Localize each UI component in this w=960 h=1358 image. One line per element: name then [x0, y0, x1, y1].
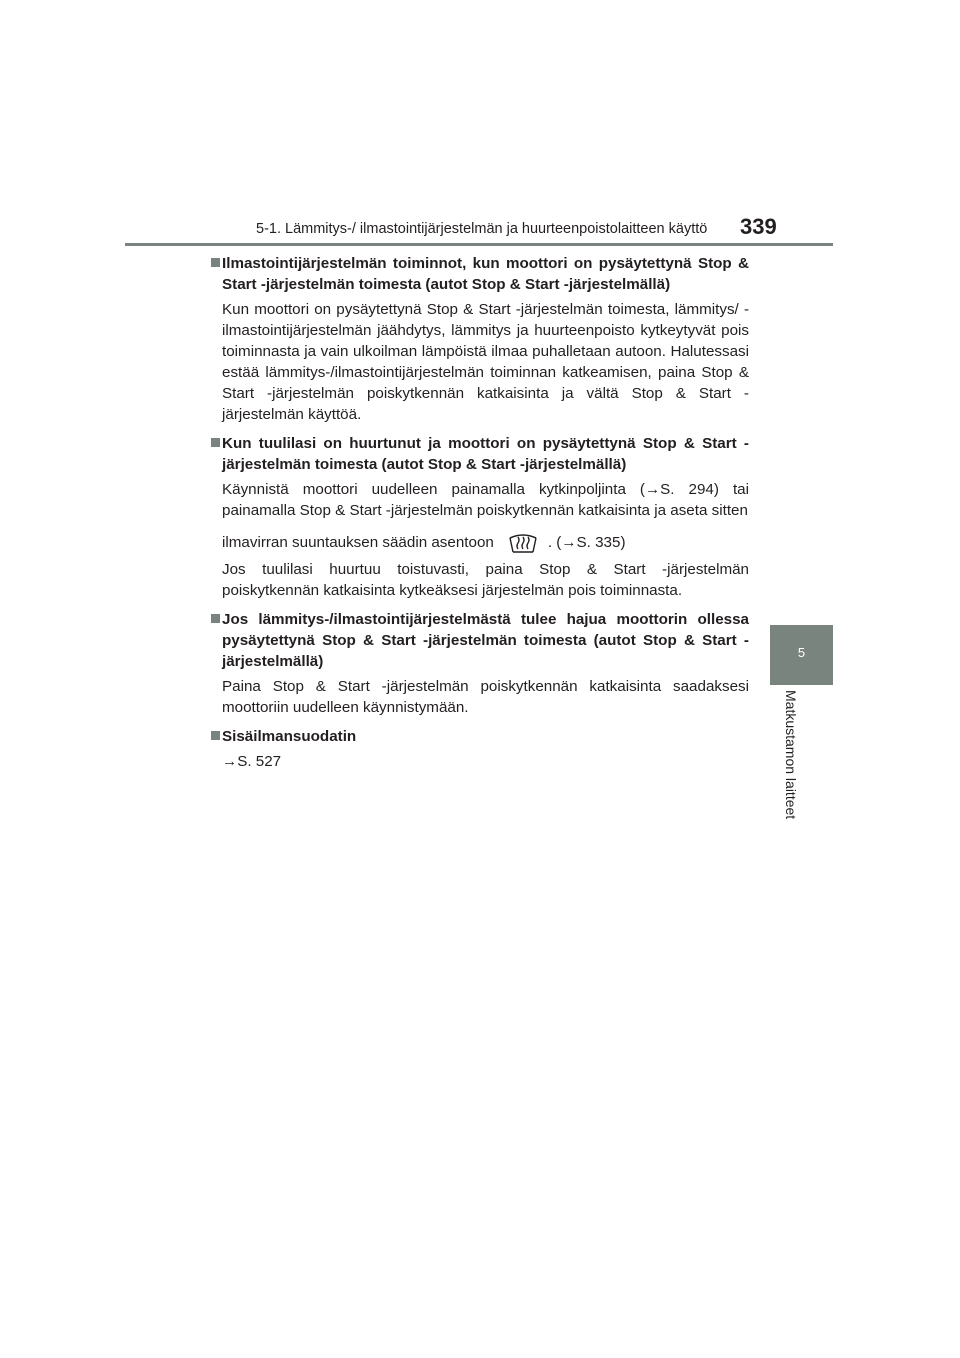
chapter-tab-number: 5 [797, 645, 806, 660]
section-body: Käynnistä moottori uudelleen painamalla kytkinpoljinta (→S. 294) tai painamalla Stop & Start -järjestelmän poiskytkennän katkaisinta ja aseta sitten [222, 481, 749, 519]
defrost-text-before: ilmavirran suuntauksen säädin asentoon [222, 534, 494, 551]
header-rule [125, 243, 833, 246]
square-bullet-icon [211, 258, 220, 267]
section-title [211, 726, 749, 747]
section-title-text: Kun tuulilasi on huurtunut ja moottori on pysäytettynä Stop & Start -järjestelmän toimesta (autot Stop & Start -järjestelmällä) [222, 435, 749, 473]
chapter-side-label: Matkustamon laitteet [783, 690, 799, 820]
section-title-text: Jos lämmitys-/ilmastointijärjestelmästä tulee hajua moottorin ollessa pysäytettynä Stop & Start -järjestelmän toimesta (autot Stop & Start -järjestelmällä) [222, 611, 749, 670]
section-body: Kun moottori on pysäytettynä Stop & Start -järjestelmän toimesta, lämmitys/ -ilmastointijärjestelmän jäähdytys, lämmitys ja huurteenpoisto kytkeytyvät pois toiminnasta ja vain ulkoilman lämpöistä ilmaa puhalletaan autoon. Halutessasi estää lämmitys-/ilmastointijärjestelmän toiminnan katkeamisen, paina Stop & Start -järjestelmän poiskytkennän katkaisinta ja vältä Stop & Start -järjestelmän käyttöä. [222, 301, 749, 423]
chapter-title: 5-1. Lämmitys-/ ilmastointijärjestelmän ja huurteenpoistolaitteen käyttö [256, 221, 708, 237]
page-reference-link[interactable]: →S. 527 [222, 753, 282, 770]
windshield-defrost-icon [508, 532, 538, 554]
page-content [211, 253, 749, 772]
section-title [211, 433, 749, 475]
section-body-secondary: Jos tuulilasi huurtuu toistuvasti, paina Stop & Start -järjestelmän poiskytkennän katkaisinta kytkeäksesi järjestelmän pois toiminnasta. [222, 561, 749, 599]
section-title [211, 609, 749, 672]
square-bullet-icon [211, 438, 220, 447]
chapter-side-label-wrap [783, 690, 807, 830]
chapter-tab[interactable] [770, 625, 833, 685]
defrost-instruction-line [222, 531, 749, 555]
section-title-text: Sisäilmansuodatin [222, 728, 357, 745]
section-title [211, 253, 749, 295]
section-title-text: Ilmastointijärjestelmän toiminnot, kun moottori on pysäytettynä Stop & Start -järjestelmän toimesta (autot Stop & Start -järjestelmällä) [222, 255, 749, 293]
section-body: Paina Stop & Start -järjestelmän poiskytkennän katkaisinta saadaksesi moottoriin uudelleen käynnistymään. [222, 678, 749, 716]
square-bullet-icon [211, 614, 220, 623]
square-bullet-icon [211, 731, 220, 740]
page-number: 339 [740, 214, 777, 239]
defrost-text-after: . (→S. 335) [547, 534, 626, 551]
